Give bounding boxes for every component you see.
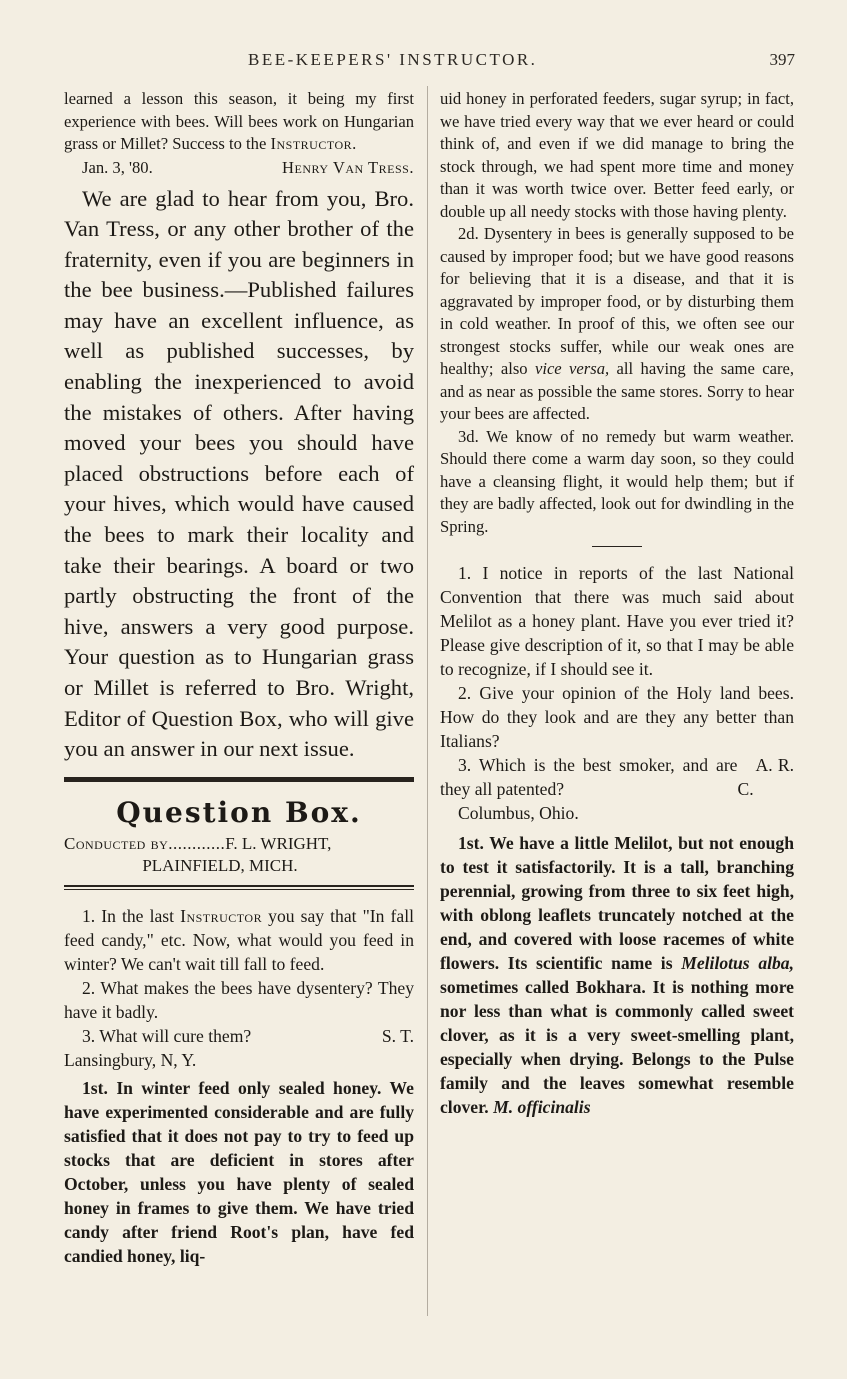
scientific-name: Melilotus alba, (681, 953, 794, 973)
question-2: 2. What makes the bees have dysentery? They have it badly. (64, 977, 414, 1022)
column-divider (427, 86, 428, 1316)
answer-1: 1st. In winter feed only sealed honey. We have experimented considerable and are fully satisfied that it does not pay to try to feed up stocks that are deficient in stores after October, unless you have plenty of sealed honey in frames to give them. We have tried candy after friend Root's plan, have fed candied honey, liq- (64, 1077, 414, 1266)
question-3: 3. What will cure them? S. T. (82, 1025, 414, 1046)
editor-reply: We are glad to hear from you, Bro. Van Tress, or any other brother of the fraternity, even if you are beginners in the bee business.—Published failures may have an excellent influence, as well as published successes, by enabling the inexperienced to avoid the mistakes of others. After having moved your bees you should have placed obstructions before each of your hives, which would have caused the bees to mark their locality and take their bearings. A board or two partly obstructing the front of the hive, answers a very good purpose. Your question as to Hungarian grass or Millet is referred to Bro. Wright, Editor of Question Box, who will give you an answer in our next issue. (64, 185, 414, 762)
instructor-name: Instructor (180, 905, 263, 926)
question-melilot: 1. I notice in reports of the last National Convention that there was much said about Melilot as a honey plant. Have you ever tried it? Please give description of it, so that I may be able to recognize, if I should see it. (440, 563, 794, 679)
letter-date: Jan. 3, '80. (82, 157, 153, 177)
running-title: BEE-KEEPERS' INSTRUCTOR. (248, 50, 538, 69)
short-rule (592, 546, 642, 547)
answer-melilot: 1st. We have a little Melilot, but not enough to test it satisfactorily. It is a tall, branching perennial, growing from three to six feet high, with oblong leaflets truncately notched at the end, and covered with loose racemes of white flowers. Its scientific name is Melilotus alba, sometimes called Bokhara. It is nothing more nor less than what is commonly called sweet clover, as it is a very sweet-smelling plant, especially when drying. Belongs to the Pulse family and the leaves somewhat resemble clover. M. officinalis (440, 833, 794, 1117)
page-number: 397 (769, 50, 795, 69)
left-column (64, 88, 414, 1268)
questioner-place: Lansingbury, N, Y. (64, 1049, 197, 1070)
question-smoker: 3. Which is the best smoker, and are they all patented? A. R. C. (440, 755, 794, 799)
right-column (440, 88, 794, 1119)
conductor-name: F. L. WRIGHT, (225, 833, 332, 853)
questioner-initials: S. T. (381, 1025, 414, 1046)
conducted-by: Conducted by............F. L. WRIGHT, (64, 833, 332, 853)
conductor-place: PLAINFIELD, MICH. (142, 855, 298, 875)
question-1: 1. In the last Instructor you say that "In fall feed candy," etc. Now, what would you feed in winter? We can't wait till fall to feed. (64, 905, 414, 974)
page-header (0, 48, 847, 76)
letter-author: Henry Van Tress. (282, 157, 414, 177)
answer-3: 3d. We know of no remedy but warm weather. Should there come a warm day soon, so they could have a cleansing flight, it would help them; but if they are badly affected, look out for dwindling in the Spring. (440, 426, 794, 536)
questioner-place: Columbus, Ohio. (458, 803, 579, 823)
answer-1-continued: uid honey in perforated feeders, sugar syrup; in fact, we have tried every way that we ever heard or could think of, and even if we did manage to bring the stock through, we had spent more time and money than it was worth twice over. Better feed early, or double up all needy stocks with those having plenty. (440, 89, 794, 221)
question-box-title: Question Box. (116, 795, 362, 829)
vice-versa: vice versa, (534, 359, 610, 378)
answer-2: 2d. Dysentery in bees is generally supposed to be caused by improper food; but we have good reasons for believing that it is a disease, and that it is aggravated by improper food, or by disturbing them in cold weather. In proof of this, we often see our strongest stocks suffer, while our weak ones are healthy; also vice versa, all having the same care, and as near as possible the same stores. Sorry to hear your bees are affected. (440, 224, 794, 423)
questioner-initials: A. R. C. (737, 755, 794, 799)
letter-text: learned a lesson this season, it being my first experience with bees. Will bees work on Hungarian grass or Millet? Success to the Instructor. (64, 89, 414, 153)
instructor-name: Instructor. (270, 134, 357, 153)
section-rule (64, 777, 414, 782)
letter-signature (64, 156, 414, 180)
question-holy-land: 2. Give your opinion of the Holy land bees. How do they look and are they any better than Italians? (440, 683, 794, 751)
double-rule (64, 885, 414, 890)
officinalis-name: M. officinalis (493, 1097, 591, 1117)
